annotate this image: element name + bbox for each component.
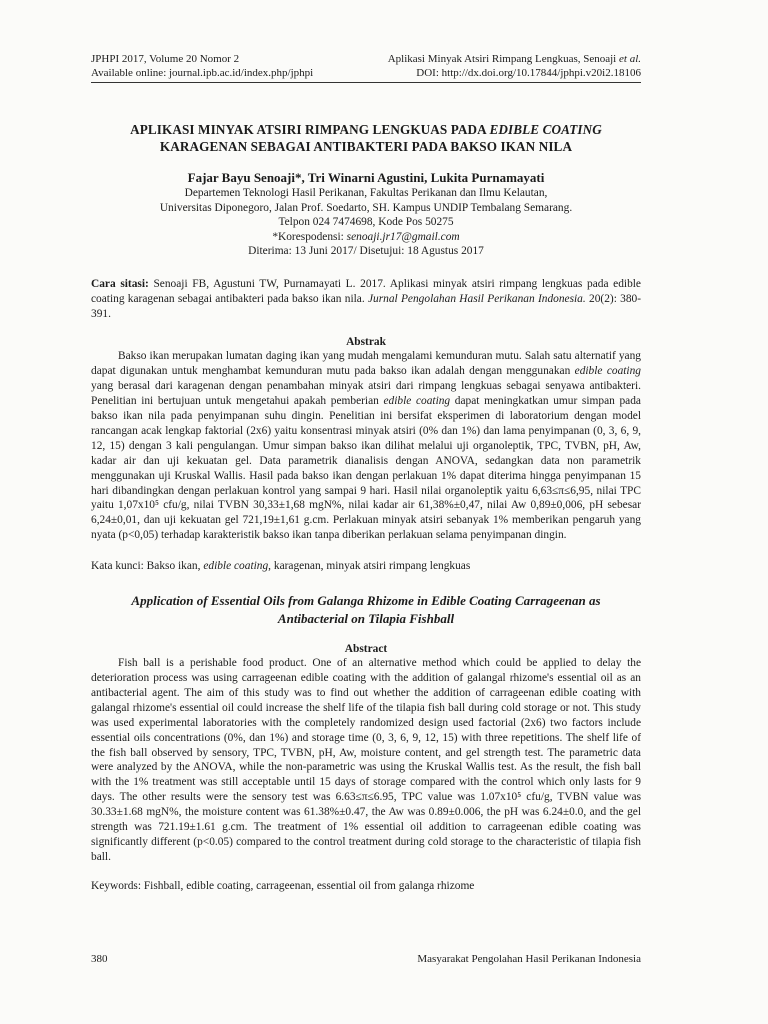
publisher: Masyarakat Pengolahan Hasil Perikanan Indonesia — [417, 953, 641, 965]
affiliation: Departemen Teknologi Hasil Perikanan, Fakultas Perikanan dan Ilmu Kelautan, Universitas Diponegoro, Jalan Prof. Soedarto, SH. Kampus UNDIP Tembalang Semarang. Telpon 024 7474698, Kode Pos 50275 *Korespodensi: senoaji.jr17@gmail.com Diterima: 13 Juni 2017/ Disetujui: 18 Agustus 2017 — [91, 186, 641, 259]
received-dates: Diterima: 13 Juni 2017/ Disetujui: 18 Agustus 2017 — [248, 245, 484, 258]
abstract-text: Fish ball is a perishable food product. One of an alternative method which could be applied to delay the deterioration process was using carrageenan edible coating with the addition of galangal rhizome's essential oil as an antibacterial agent. The aim of this study was to find out whether the addition of carrageenan edible coating with galangal rhizome's essential oil could increase the shelf life of the tilapia fish ball during cold storage or not. This study was used experimental laboratories with the completely randomized design used factorial (2x6) two factors include essential oils concentrations (0%, dan 1%) and storage time (0, 3, 6, 9, 12, 15) with three repetitions. The shelf life of the fish ball observed by sensory, TPC, TVBN, pH, Aw, moisture content, and gel strength test. The parametric data were analyzed by the ANOVA, while the non-parametric was using the Kruskal Wallis test. As the result, the fish ball with the 1% treatment was still acceptable until 15 days of storage compared with the control which only lasts for 9 days. The other results were the sensory test was 6.63≤π≤6.95, TPC value was 1.07x10⁵ cfu/g, TVBN value was 30.33±1.68 mgN%, the moisture content was 61.38%±0.47, the Aw was 0.89±0.006, the pH was 6.24±0.0, and the gel strength was 721.19±1.61 g.cm. The treatment of 1% essential oil addition to carrageenan edible coating was significantly different (p<0.05) compared to the control treatment during cold storage to the characteristic of tilapia fish ball. — [91, 657, 641, 863]
abstrak-text: Bakso ikan merupakan lumatan daging ikan yang mudah mengalami kemunduran mutu. Salah satu alternatif yang dapat digunakan untuk menghambat kemunduran mutu pada bakso ikan adalah dengan menggunakan edible coating yang berasal dari karagenan dengan penambahan minyak atsiri dari rimpang lengkuas sebagai senyawa antibakteri. Penelitian ini bertujuan untuk mengetahui apakah pemberian edible coating dapat meningkatkan umur simpan pada bakso ikan nila pada penyimpanan suhu dingin. Penelitian ini bersifat eksperimen di laboratorium dengan model rancangan acak lengkap faktorial (2x6) yaitu konsentrasi minyak atsiri (0% dan 1%) dan lama penyimpanan (0, 3, 6, 9, 12, 15) dengan 3 kali pengulangan. Umur simpan bakso ikan dilihat melalui uji organoleptik, TPC, TVBN, pH, Aw, kadar air dan uji kekuatan gel. Data parametrik dianalisis dengan ANOVA, sedangkan data non parametrik menggunakan uji Kruskal Wallis. Hasil pada bakso ikan dengan perlakuan 1% dapat diterima hingga penyimpanan 15 hari dibandingkan dengan perlakuan kontrol yang sampai 9 hari. Hasil nilai organoleptik yaitu 6,63≤π≤6,95, nilai TPC yaitu 1,07x10⁵ cfu/g, nilai TVBN 30,33±1,68 mgN%, nilai kadar air 61,38%±0,47, nilai Aw 0,89±0,006, pH sebesar 6,24±0,01, dan uji kekuatan gel 721,19±1,61 g.cm. Perlakuan minyak atsiri sebanyak 1% memberikan pengaruh yang nyata (p<0,05) terhadap karakteristik bakso ikan tanpa diberikan perlakuan selama penyimpanan dingin. — [91, 350, 641, 542]
abstract-heading: Abstract — [344, 643, 388, 656]
correspondence: *Korespodensi: senoaji.jr17@gmail.com — [272, 230, 460, 243]
running-title: Aplikasi Minyak Atsiri Rimpang Lengkuas, Senoaji et al. — [387, 53, 641, 65]
paper-page — [91, 52, 641, 894]
english-title: Application of Essential Oils from Galanga Rhizome in Edible Coating Carrageenan as Antibacterial on Tilapia Fishball — [131, 593, 601, 627]
doi-link[interactable]: DOI: http://dx.doi.org/10.17844/jphpi.v20i2.18106 — [416, 67, 641, 79]
header-row-1 — [91, 52, 641, 66]
author-list: Fajar Bayu Senoaji*, Tri Winarni Agustini, Lukita Purnamayati — [187, 170, 545, 185]
header-divider — [91, 82, 641, 83]
journal-issue: JPHPI 2017, Volume 20 Nomor 2 — [91, 53, 240, 65]
abstrak-heading: Abstrak — [346, 336, 386, 349]
page-number: 380 — [91, 953, 108, 965]
kata-kunci: Kata kunci: Bakso ikan, edible coating, karagenan, minyak atsiri rimpang lengkuas — [91, 560, 471, 573]
online-link[interactable]: Available online: journal.ipb.ac.id/index.php/jphpi — [91, 67, 314, 79]
paper-title: APLIKASI MINYAK ATSIRI RIMPANG LENGKUAS PADA EDIBLE COATING KARAGENAN SEBAGAI ANTIBAKTERI PADA BAKSO IKAN NILA — [130, 122, 602, 154]
keywords: Keywords: Fishball, edible coating, carrageenan, essential oil from galanga rhizome — [91, 879, 475, 892]
citation: Cara sitasi: Senoaji FB, Agustuni TW, Purnamayati L. 2017. Aplikasi minyak atsiri rimpang lengkuas pada edible coating karagenan sebagai antibakteri pada bakso ikan nila. Jurnal Pengolahan Hasil Perikanan Indonesia. 20(2): 380-391. — [91, 277, 642, 320]
correspondence-email[interactable]: senoaji.jr17@gmail.com — [346, 230, 460, 243]
page-footer — [91, 952, 641, 966]
header-row-2 — [91, 66, 641, 80]
